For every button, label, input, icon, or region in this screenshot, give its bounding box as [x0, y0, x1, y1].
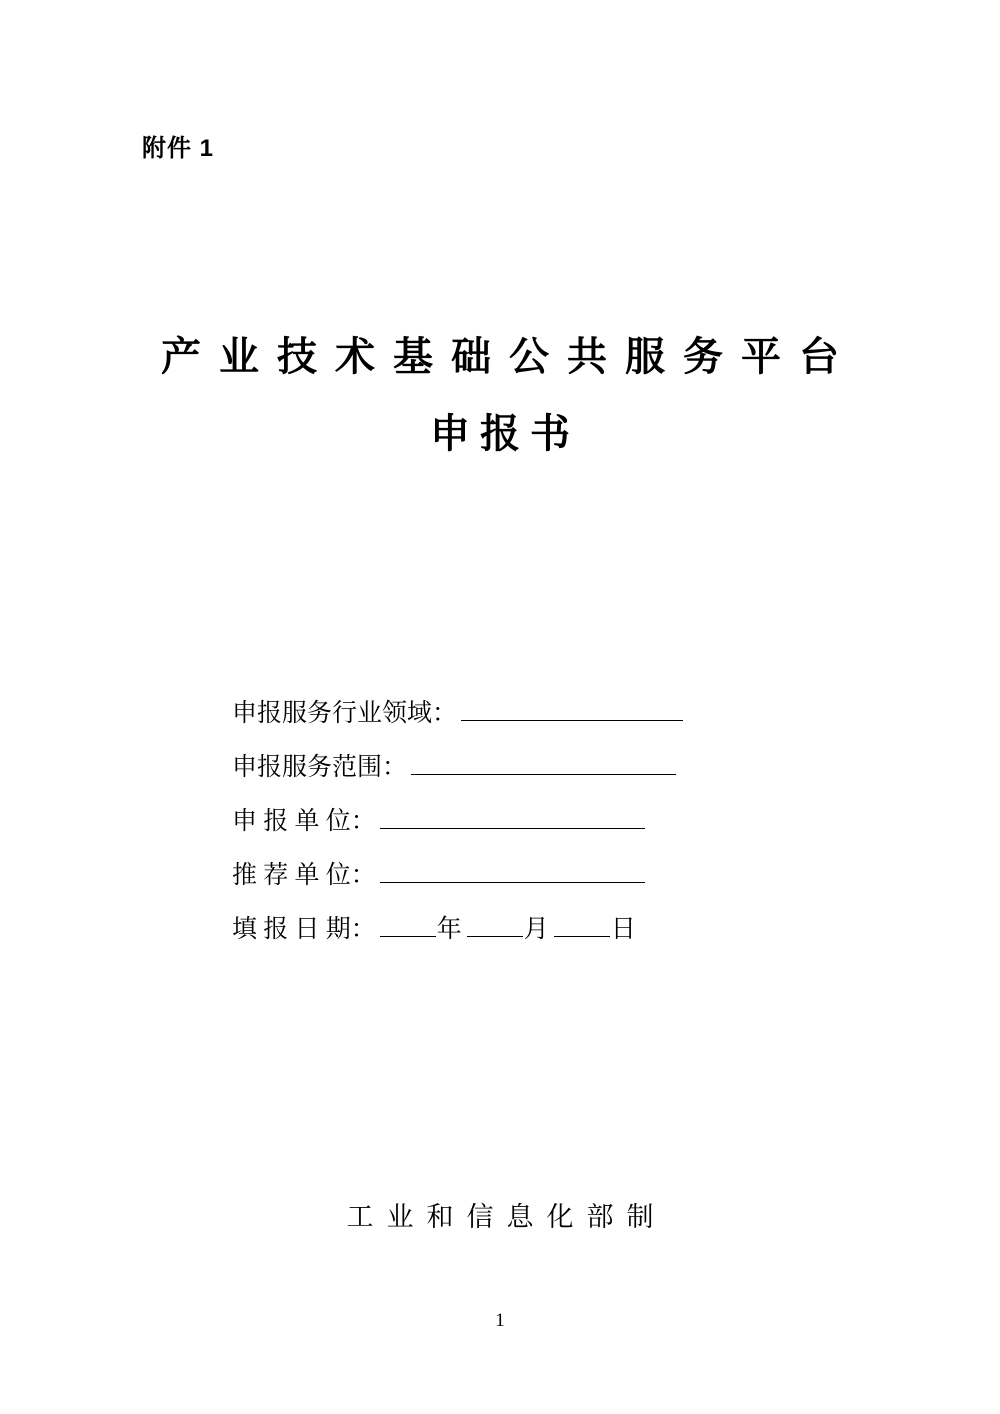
field-colon-service-scope: ： [382, 754, 408, 781]
field-row-service-industry [232, 693, 772, 747]
field-label-recommending-unit: 推 荐 单 位 [232, 862, 351, 889]
field-colon-applicant-unit: ： [350, 808, 376, 835]
field-blank-month[interactable] [467, 916, 523, 937]
date-unit-day: 日 [610, 916, 636, 943]
date-unit-month: 月 [523, 916, 549, 943]
field-blank-day[interactable] [554, 916, 610, 937]
page-number: 1 [495, 1310, 505, 1331]
attachment-label: 附件 1 [142, 135, 215, 162]
field-row-applicant-unit [232, 801, 772, 855]
field-blank-recommending-unit[interactable] [380, 862, 645, 883]
field-label-fill-date: 填 报 日 期 [232, 916, 351, 943]
date-unit-year: 年 [436, 916, 462, 943]
field-blank-service-scope[interactable] [411, 754, 676, 775]
field-blank-year[interactable] [380, 916, 436, 937]
document-title-block [0, 330, 1000, 466]
field-row-fill-date [232, 909, 772, 963]
field-blank-applicant-unit[interactable] [380, 808, 645, 829]
issuer-label: 工业和信息化部制 [346, 1202, 667, 1232]
field-label-service-industry: 申报服务行业领域 [232, 700, 433, 727]
field-row-recommending-unit [232, 855, 772, 909]
field-label-service-scope: 申报服务范围 [232, 754, 383, 781]
field-label-applicant-unit: 申 报 单 位 [232, 808, 351, 835]
field-row-service-scope [232, 747, 772, 801]
page-title-line-1: 产业技术基础公共服务平台 [161, 335, 857, 379]
field-blank-service-industry[interactable] [461, 700, 683, 721]
field-colon-recommending-unit: ： [350, 862, 376, 889]
field-colon-service-industry: ： [432, 700, 458, 727]
form-fields [232, 693, 772, 963]
page-title-line-2: 申报书 [430, 412, 580, 456]
field-colon-fill-date: ： [350, 916, 376, 943]
